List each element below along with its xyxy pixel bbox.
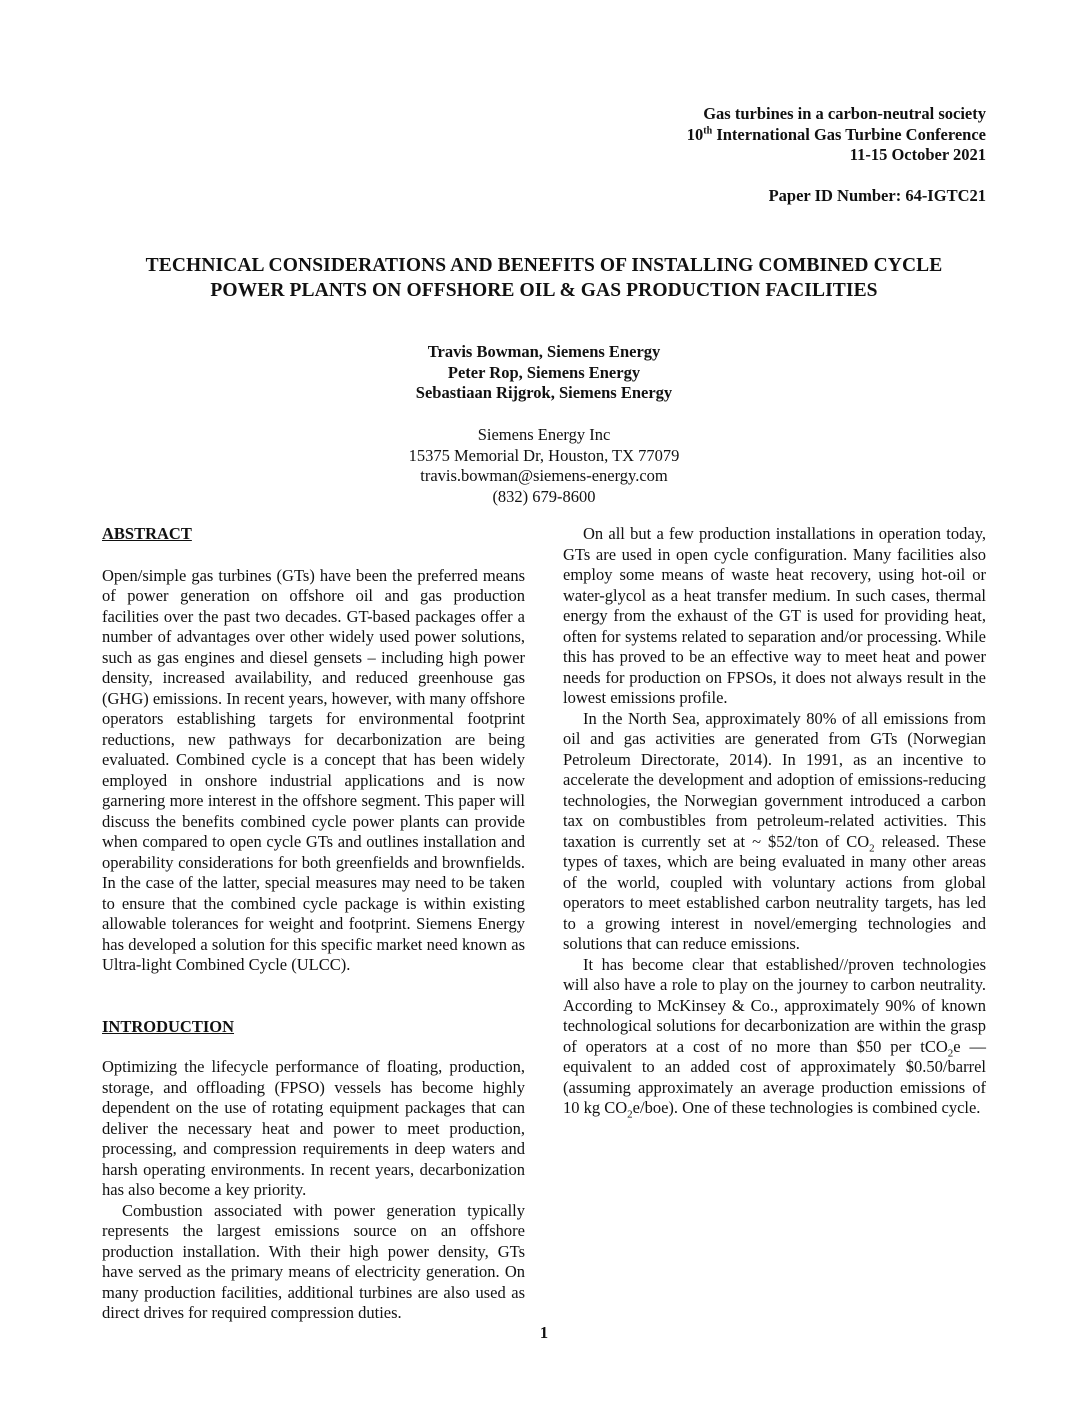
left-column [102,524,525,1324]
right-column [563,524,986,1119]
title-line-2: POWER PLANTS ON OFFSHORE OIL & GAS PRODUCTION FACILITIES [210,279,878,301]
author-list [0,342,1088,404]
conference-dates: 11-15 October 2021 [849,145,986,164]
affiliation-address: 15375 Memorial Dr, Houston, TX 77079 [408,445,680,465]
title-line-1: TECHNICAL CONSIDERATIONS AND BENEFITS OF INSTALLING COMBINED CYCLE [145,255,943,276]
author: Peter Rop, Siemens Energy [447,362,641,382]
introduction-paragraph-4: In the North Sea, approximately 80% of all emissions from oil and gas activities are generated from GTs (Norwegian Petroleum Directorate, 2014). In 1991, as an incentive to accelerate the development and adoption of emissions-reducing technologies, the Norwegian government introduced a carbon tax on combustibles from petroleum-related activities. This taxation is currently set at ~ $52/ton of $CO_2$ released. These types of taxes, which are being evaluated in many other areas of the world, coupled with voluntary actions from global operators to meet established carbon neutrality targets, has led to a growing interest in novel/emerging technologies and solutions that can reduce emissions. [563,708,986,953]
conference-name: 10th International Gas Turbine Conference [686,124,986,144]
affiliation [0,425,1088,507]
introduction-paragraph-3: On all but a few production installations in operation today, GTs are used in open cycle configuration. Many facilities also employ some means of waste heat recovery, using hot-oil or water-glycol as a heat transfer medium. In such cases, thermal energy from the exhaust of the GT is used for providing heat, often for systems related to separation and/or processing. While this has proved to be an effective way to meet heat and power needs for production on FPSOs, it does not always result in the lowest emissions profile. [563,524,986,707]
introduction-paragraph-2: Combustion associated with power generation typically represents the largest emissions source on an offshore production installation. With their high power density, GTs have served as the primary means of electricity generation. On many production facilities, additional turbines are also used as direct drives for required compression duties. [102,1200,525,1322]
paper-id: Paper ID Number: 64-IGTC21 [768,186,986,205]
author: Sebastiaan Rijgrok, Siemens Energy [415,383,673,402]
conference-header [687,104,986,166]
abstract-heading: ABSTRACT [102,524,192,543]
abstract-text: Open/simple gas turbines (GTs) have been the preferred means of power generation on offshore oil and gas production facilities over the past two decades. GT-based packages offer a number of advantages over other widely used power solutions, such as gas engines and diesel gensets – including high power density, increased availability, and reduced greenhouse gas (GHG) emissions. In recent years, however, with many offshore operators establishing targets for environmental footprint reductions, new pathways for decarbonization are being evaluated. Combined cycle is a concept that has been widely employed in onshore industrial applications and is now garnering more interest in the offshore segment. This paper will discuss the benefits combined cycle power plants can provide when compared to open cycle GTs and outlines installation and operability considerations for both greenfields and brownfields. In the case of the latter, special measures may need to be taken to ensure that the combined cycle package is within existing allowable tolerances for weight and footprint. Siemens Energy has developed a solution for this specific market need known as Ultra-light Combined Cycle (ULCC). [102,565,525,974]
author: Travis Bowman, Siemens Energy [427,342,661,361]
introduction-heading: INTRODUCTION [102,1016,235,1036]
introduction-paragraph-5: It has become clear that established//proven technologies will also have a role to play on the journey to carbon neutrality. According to McKinsey & Co., approximately 90% of known technological solutions for decarbonization are within the grasp of operators at a cost of no more than $50 per tCO$_2$e — equivalent to an added cost of approximately $0.50/barrel (assuming approximately an average production emissions of 10 kg $CO_2e/boe$). One of these technologies is combined cycle. [563,954,986,1121]
introduction-paragraph-1: Optimizing the lifecycle performance of floating, production, storage, and offloading (FPSO) vessels has become highly dependent on the use of rotating equipment packages that can deliver the necessary heat and power to meet production, processing, and compression requirements in deep waters and harsh operating environments. In recent years, decarbonization has also become a key priority. [102,1057,525,1199]
page-number: 1 [539,1323,549,1342]
paper-title [60,254,1028,303]
affiliation-company: Siemens Energy Inc [477,425,611,444]
affiliation-email: travis.bowman@siemens-energy.com [420,466,668,485]
affiliation-phone: (832) 679-8600 [492,486,596,506]
conference-theme: Gas turbines in a carbon-neutral society [703,104,986,123]
